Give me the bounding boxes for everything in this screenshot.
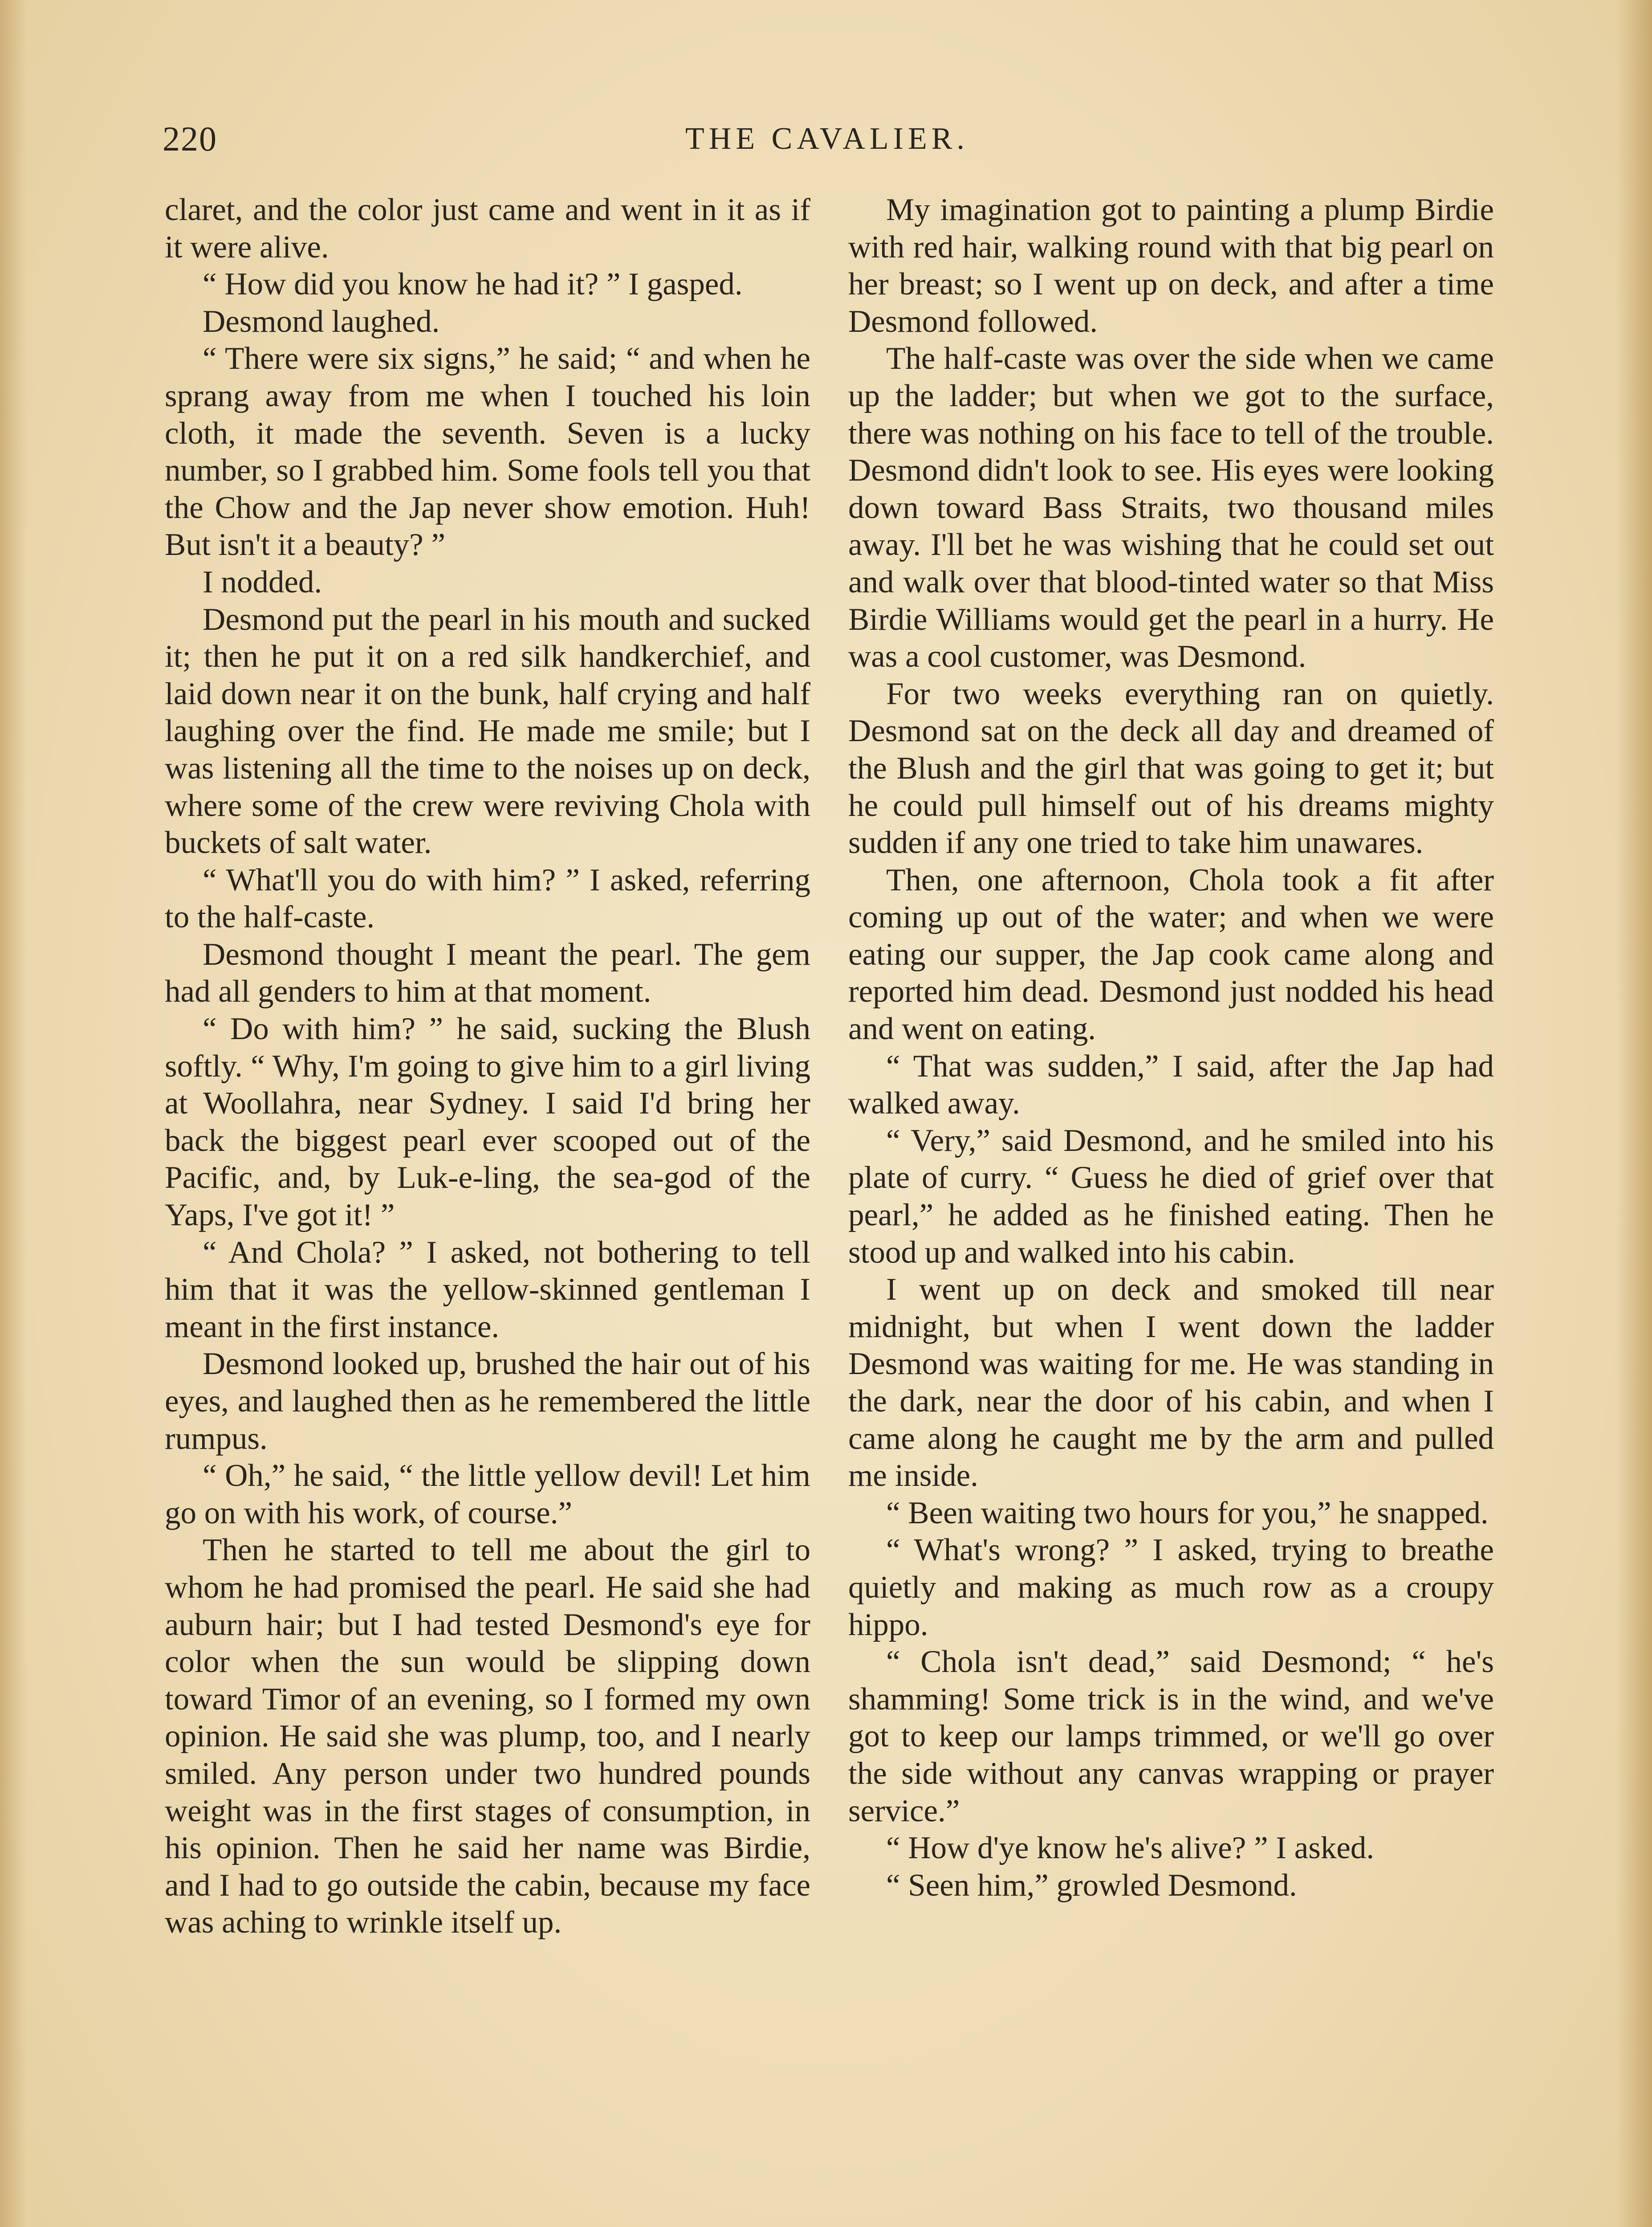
paragraph: “ How did you know he had it? ” I gasped. [203,267,743,302]
paragraph: “ Very,” said Desmond, and he smiled into his plate of curry. “ Guess he died of grief over that pearl,” he added as he finished eating. Then he stood up and walked into his cabin. [848,1123,1494,1270]
page-edge-shadow-left [0,0,27,2227]
paragraph: For two weeks everything ran on quietly. Desmond sat on the deck all day and dreamed of the Blush and the girl that was going to get it; but he could pull himself out of his dreams mighty sudden if any one tried to take him unawares. [848,676,1494,861]
paragraph: I went up on deck and smoked till near midnight, but when I went down the ladder Desmond was waiting for me. He was standing in the dark, near the door of his cabin, and when I came along he caught me by the arm and pulled me inside. [848,1272,1494,1493]
paragraph: Desmond put the pearl in his mouth and sucked it; then he put it on a red silk handkerchief, and laid down near it on the bunk, half crying and half laughing over the find. He made me smile; but I was listening all the time to the noises up on deck, where some of the crew were reviving Chola with buckets of salt water. [165,602,810,861]
paragraph: Then, one afternoon, Chola took a fit after coming up out of the water; and when we were eating our supper, the Jap cook came along and reported him dead. Desmond just nodded his head and went on eating. [848,862,1494,1047]
paragraph: “ Seen him,” growled Desmond. [886,1868,1297,1903]
paragraph: “ What'll you do with him? ” I asked, referring to the half-caste. [165,862,810,935]
paragraph: “ Oh,” he said, “ the little yellow devil! Let him go on with his work, of course.” [165,1458,810,1530]
page-number: 220 [163,119,217,158]
paragraph: I nodded. [203,564,322,600]
paragraph: My imagination got to painting a plump Birdie with red hair, walking round with that big pearl on her breast; so I went up on deck, and after a time Desmond followed. [848,192,1494,339]
paragraph: “ There were six signs,” he said; “ and when he sprang away from me when I touched his loin cloth, it made the seventh. Seven is a lucky number, so I grabbed him. Some fools tell you that the Chow and the Jap never show emotion. Huh! But isn't it a beauty? ” [165,341,810,563]
paragraph: “ That was sudden,” I said, after the Jap had walked away. [848,1048,1494,1121]
right-column [848,192,1494,1904]
page-header [163,117,1492,166]
left-column [165,192,810,1941]
paragraph: Desmond looked up, brushed the hair out of his eyes, and laughed then as he remembered the little rumpus. [165,1346,810,1456]
paragraph: “ Chola isn't dead,” said Desmond; “ he's shamming! Some trick is in the wind, and we've got to keep our lamps trimmed, or we'll go over the side without any canvas wrapping or prayer service.” [848,1644,1494,1828]
paragraph: “ And Chola? ” I asked, not bothering to tell him that it was the yellow-skinned gentleman I meant in the first instance. [165,1235,810,1344]
paragraph: “ What's wrong? ” I asked, trying to breathe quietly and making as much row as a croupy hippo. [848,1533,1494,1642]
paragraph: Desmond thought I meant the pearl. The gem had all genders to him at that moment. [165,937,810,1009]
paragraph: “ Do with him? ” he said, sucking the Blush softly. “ Why, I'm going to give him to a girl living at Woollahra, near Sydney. I said I'd bring her back the biggest pearl ever scooped out of the Pacific, and, by Luk-e-ling, the sea-god of the Yaps, I've got it! ” [165,1012,810,1233]
paragraph: Then he started to tell me about the girl to whom he had promised the pearl. He said she had auburn hair; but I had tested Desmond's eye for color when the sun would be slipping down toward Timor of an evening, so I formed my own opinion. He said she was plump, too, and I nearly smiled. Any person under two hundred pounds weight was in the first stages of consumption, in his opinion. Then he said her name was Birdie, and I had to go outside the cabin, because my face was aching to wrinkle itself up. [165,1533,810,1940]
paragraph: claret, and the color just came and went in it as if it were alive. [165,192,810,265]
paragraph: The half-caste was over the side when we came up the ladder; but when we got to the surface, there was nothing on his face to tell of the trouble. Desmond didn't look to see. His eyes were looking down toward Bass Straits, two thousand miles away. I'll bet he was wishing that he could set out and walk over that blood-tinted water so that Miss Birdie Williams would get the pearl in a hurry. He was a cool customer, was Desmond. [848,341,1494,674]
paragraph: “ How d'ye know he's alive? ” I asked. [886,1831,1375,1866]
page-edge-shadow-right [1616,0,1652,2227]
paragraph: Desmond laughed. [203,304,440,339]
paragraph: “ Been waiting two hours for you,” he snapped. [886,1495,1489,1530]
running-title: THE CAVALIER. [685,122,969,156]
